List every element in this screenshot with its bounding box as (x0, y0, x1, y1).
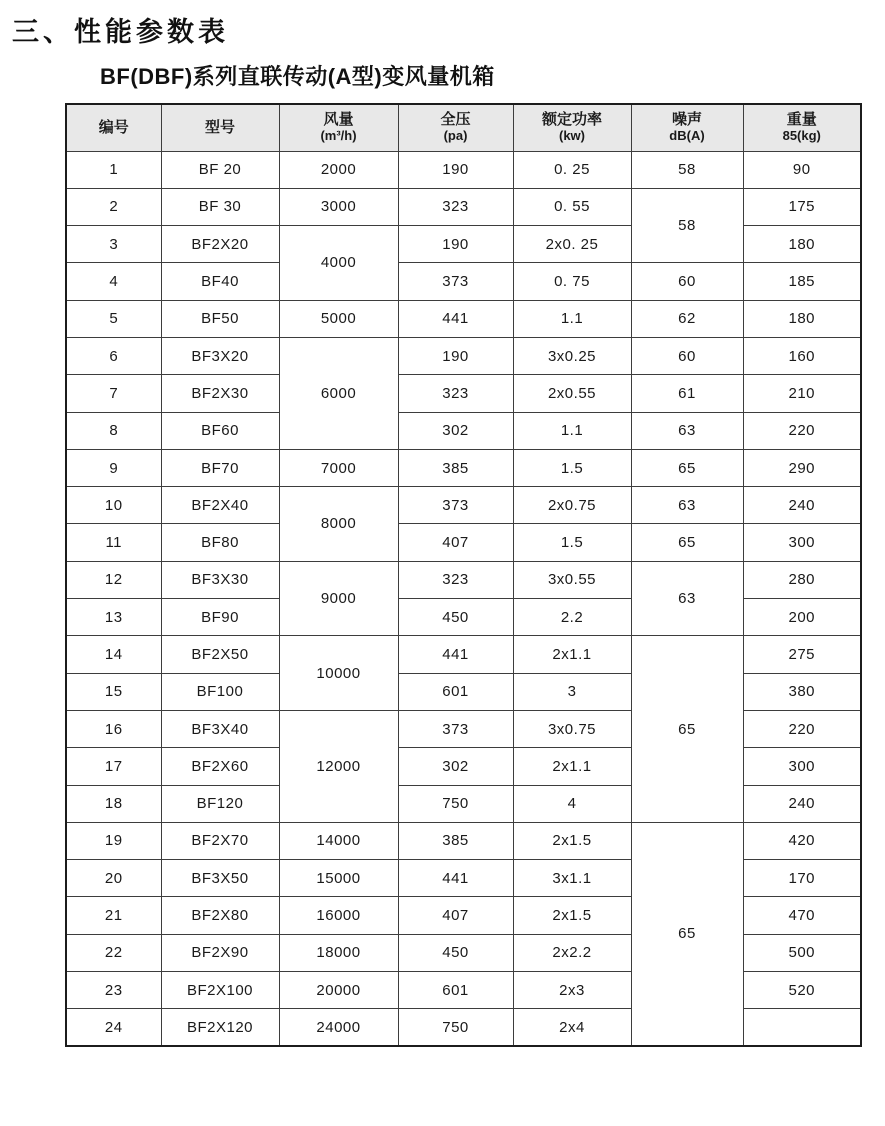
cell-model: BF2X50 (161, 636, 279, 673)
cell-model: BF40 (161, 263, 279, 300)
cell-power: 3x0.25 (513, 337, 631, 374)
cell-pressure: 323 (398, 375, 513, 412)
cell-pressure: 302 (398, 412, 513, 449)
cell-weight: 500 (743, 934, 861, 971)
cell-pressure: 407 (398, 524, 513, 561)
cell-weight: 300 (743, 748, 861, 785)
cell-model: BF60 (161, 412, 279, 449)
cell-airflow: 18000 (279, 934, 398, 971)
table-row (66, 151, 861, 188)
cell-model: BF 20 (161, 151, 279, 188)
header-airflow-label: 风量 (323, 111, 354, 129)
cell-model: BF2X60 (161, 748, 279, 785)
cell-airflow: 4000 (279, 226, 398, 301)
header-pressure (398, 104, 513, 151)
cell-power: 2x1.5 (513, 897, 631, 934)
cell-no: 23 (66, 972, 161, 1009)
table-row (66, 822, 861, 859)
table-subtitle: BF(DBF)系列直联传动(A型)变风量机箱 (100, 64, 495, 89)
cell-no: 7 (66, 375, 161, 412)
cell-pressure: 407 (398, 897, 513, 934)
cell-pressure: 441 (398, 300, 513, 337)
cell-power: 3x0.55 (513, 561, 631, 598)
cell-no: 3 (66, 226, 161, 263)
cell-pressure: 601 (398, 972, 513, 1009)
cell-airflow: 8000 (279, 487, 398, 562)
cell-airflow: 10000 (279, 636, 398, 711)
cell-no: 22 (66, 934, 161, 971)
cell-weight: 220 (743, 710, 861, 747)
cell-pressure: 323 (398, 561, 513, 598)
cell-power: 2x0.75 (513, 487, 631, 524)
cell-model: BF2X120 (161, 1009, 279, 1046)
cell-noise: 65 (631, 524, 743, 561)
cell-weight: 520 (743, 972, 861, 1009)
cell-airflow: 9000 (279, 561, 398, 636)
cell-noise: 65 (631, 822, 743, 1046)
cell-no: 9 (66, 449, 161, 486)
cell-noise: 60 (631, 263, 743, 300)
cell-pressure: 441 (398, 636, 513, 673)
cell-airflow: 14000 (279, 822, 398, 859)
cell-power: 3x0.75 (513, 710, 631, 747)
header-pressure-unit: (pa) (443, 128, 468, 144)
cell-weight: 280 (743, 561, 861, 598)
performance-parameter-table (65, 103, 862, 1047)
cell-model: BF90 (161, 599, 279, 636)
header-no (66, 104, 161, 151)
cell-power: 1.5 (513, 524, 631, 561)
cell-no: 5 (66, 300, 161, 337)
cell-no: 18 (66, 785, 161, 822)
cell-power: 2x0. 25 (513, 226, 631, 263)
header-no-label: 编号 (98, 118, 129, 136)
cell-power: 0. 55 (513, 188, 631, 225)
cell-power: 3 (513, 673, 631, 710)
cell-airflow: 2000 (279, 151, 398, 188)
cell-no: 16 (66, 710, 161, 747)
cell-model: BF3X20 (161, 337, 279, 374)
cell-model: BF80 (161, 524, 279, 561)
cell-model: BF70 (161, 449, 279, 486)
cell-no: 19 (66, 822, 161, 859)
cell-model: BF 30 (161, 188, 279, 225)
cell-no: 14 (66, 636, 161, 673)
cell-weight: 180 (743, 226, 861, 263)
cell-model: BF50 (161, 300, 279, 337)
table-row (66, 300, 861, 337)
cell-weight: 220 (743, 412, 861, 449)
cell-noise: 65 (631, 449, 743, 486)
cell-power: 0. 25 (513, 151, 631, 188)
cell-no: 8 (66, 412, 161, 449)
cell-weight: 160 (743, 337, 861, 374)
cell-power: 0. 75 (513, 263, 631, 300)
cell-noise: 60 (631, 337, 743, 374)
cell-airflow: 6000 (279, 337, 398, 449)
page-title: 三、性能参数表 (12, 17, 229, 47)
header-power (513, 104, 631, 151)
cell-weight: 420 (743, 822, 861, 859)
table-row (66, 337, 861, 374)
cell-pressure: 190 (398, 151, 513, 188)
cell-noise: 61 (631, 375, 743, 412)
header-power-label: 额定功率 (541, 111, 602, 129)
cell-no: 1 (66, 151, 161, 188)
cell-weight: 240 (743, 487, 861, 524)
table-row (66, 449, 861, 486)
cell-power: 2x2.2 (513, 934, 631, 971)
cell-model: BF2X20 (161, 226, 279, 263)
table-row (66, 524, 861, 561)
cell-power: 2.2 (513, 599, 631, 636)
cell-pressure: 750 (398, 785, 513, 822)
cell-noise: 58 (631, 151, 743, 188)
cell-power: 2x0.55 (513, 375, 631, 412)
cell-model: BF2X100 (161, 972, 279, 1009)
cell-pressure: 601 (398, 673, 513, 710)
cell-model: BF100 (161, 673, 279, 710)
cell-no: 17 (66, 748, 161, 785)
cell-pressure: 302 (398, 748, 513, 785)
cell-power: 1.1 (513, 412, 631, 449)
table-row (66, 375, 861, 412)
cell-pressure: 385 (398, 822, 513, 859)
header-row (66, 104, 861, 151)
cell-pressure: 450 (398, 934, 513, 971)
cell-no: 15 (66, 673, 161, 710)
cell-airflow: 15000 (279, 860, 398, 897)
cell-model: BF2X70 (161, 822, 279, 859)
cell-no: 12 (66, 561, 161, 598)
header-power-unit: (kw) (559, 128, 585, 144)
cell-model: BF3X40 (161, 710, 279, 747)
header-airflow-unit: (m³/h) (320, 128, 357, 144)
cell-pressure: 190 (398, 337, 513, 374)
cell-weight: 210 (743, 375, 861, 412)
cell-weight: 300 (743, 524, 861, 561)
cell-noise: 58 (631, 188, 743, 263)
cell-no: 11 (66, 524, 161, 561)
cell-model: BF2X30 (161, 375, 279, 412)
cell-model: BF3X30 (161, 561, 279, 598)
header-weight (743, 104, 861, 151)
header-noise-unit: dB(A) (669, 128, 705, 144)
cell-pressure: 373 (398, 263, 513, 300)
cell-no: 6 (66, 337, 161, 374)
cell-pressure: 750 (398, 1009, 513, 1046)
cell-no: 13 (66, 599, 161, 636)
cell-no: 24 (66, 1009, 161, 1046)
cell-airflow: 24000 (279, 1009, 398, 1046)
cell-pressure: 441 (398, 860, 513, 897)
cell-no: 2 (66, 188, 161, 225)
cell-no: 10 (66, 487, 161, 524)
cell-weight: 470 (743, 897, 861, 934)
header-noise-label: 噪声 (671, 111, 702, 129)
cell-airflow: 5000 (279, 300, 398, 337)
header-noise (631, 104, 743, 151)
table-row (66, 561, 861, 598)
cell-weight: 185 (743, 263, 861, 300)
cell-no: 4 (66, 263, 161, 300)
cell-power: 2x1.1 (513, 636, 631, 673)
header-weight-label: 重量 (786, 111, 817, 129)
header-model-label: 型号 (204, 118, 235, 136)
cell-airflow: 3000 (279, 188, 398, 225)
cell-airflow: 16000 (279, 897, 398, 934)
cell-model: BF2X40 (161, 487, 279, 524)
table-row (66, 636, 861, 673)
cell-no: 20 (66, 860, 161, 897)
cell-pressure: 323 (398, 188, 513, 225)
cell-weight: 180 (743, 300, 861, 337)
cell-noise: 62 (631, 300, 743, 337)
table-row (66, 188, 861, 225)
cell-weight: 175 (743, 188, 861, 225)
cell-noise: 63 (631, 412, 743, 449)
table-row (66, 263, 861, 300)
cell-airflow: 20000 (279, 972, 398, 1009)
cell-power: 2x1.1 (513, 748, 631, 785)
cell-power: 1.5 (513, 449, 631, 486)
cell-model: BF2X90 (161, 934, 279, 971)
cell-power: 2x1.5 (513, 822, 631, 859)
cell-weight: 290 (743, 449, 861, 486)
cell-weight: 200 (743, 599, 861, 636)
cell-power: 1.1 (513, 300, 631, 337)
cell-weight: 380 (743, 673, 861, 710)
cell-power: 2x4 (513, 1009, 631, 1046)
cell-model: BF3X50 (161, 860, 279, 897)
cell-model: BF120 (161, 785, 279, 822)
table-row (66, 412, 861, 449)
header-model (161, 104, 279, 151)
cell-pressure: 373 (398, 487, 513, 524)
cell-pressure: 373 (398, 710, 513, 747)
cell-power: 2x3 (513, 972, 631, 1009)
cell-airflow: 12000 (279, 710, 398, 822)
cell-pressure: 385 (398, 449, 513, 486)
table-row (66, 487, 861, 524)
header-weight-unit: 85(kg) (782, 128, 821, 144)
cell-pressure: 190 (398, 226, 513, 263)
cell-pressure: 450 (398, 599, 513, 636)
cell-weight: 90 (743, 151, 861, 188)
cell-noise: 63 (631, 487, 743, 524)
cell-noise: 65 (631, 636, 743, 822)
cell-power: 4 (513, 785, 631, 822)
cell-weight: 240 (743, 785, 861, 822)
cell-weight: 170 (743, 860, 861, 897)
header-airflow (279, 104, 398, 151)
cell-model: BF2X80 (161, 897, 279, 934)
cell-no: 21 (66, 897, 161, 934)
cell-weight (743, 1009, 861, 1046)
cell-airflow: 7000 (279, 449, 398, 486)
cell-noise: 63 (631, 561, 743, 636)
header-pressure-label: 全压 (440, 111, 471, 129)
cell-weight: 275 (743, 636, 861, 673)
cell-power: 3x1.1 (513, 860, 631, 897)
